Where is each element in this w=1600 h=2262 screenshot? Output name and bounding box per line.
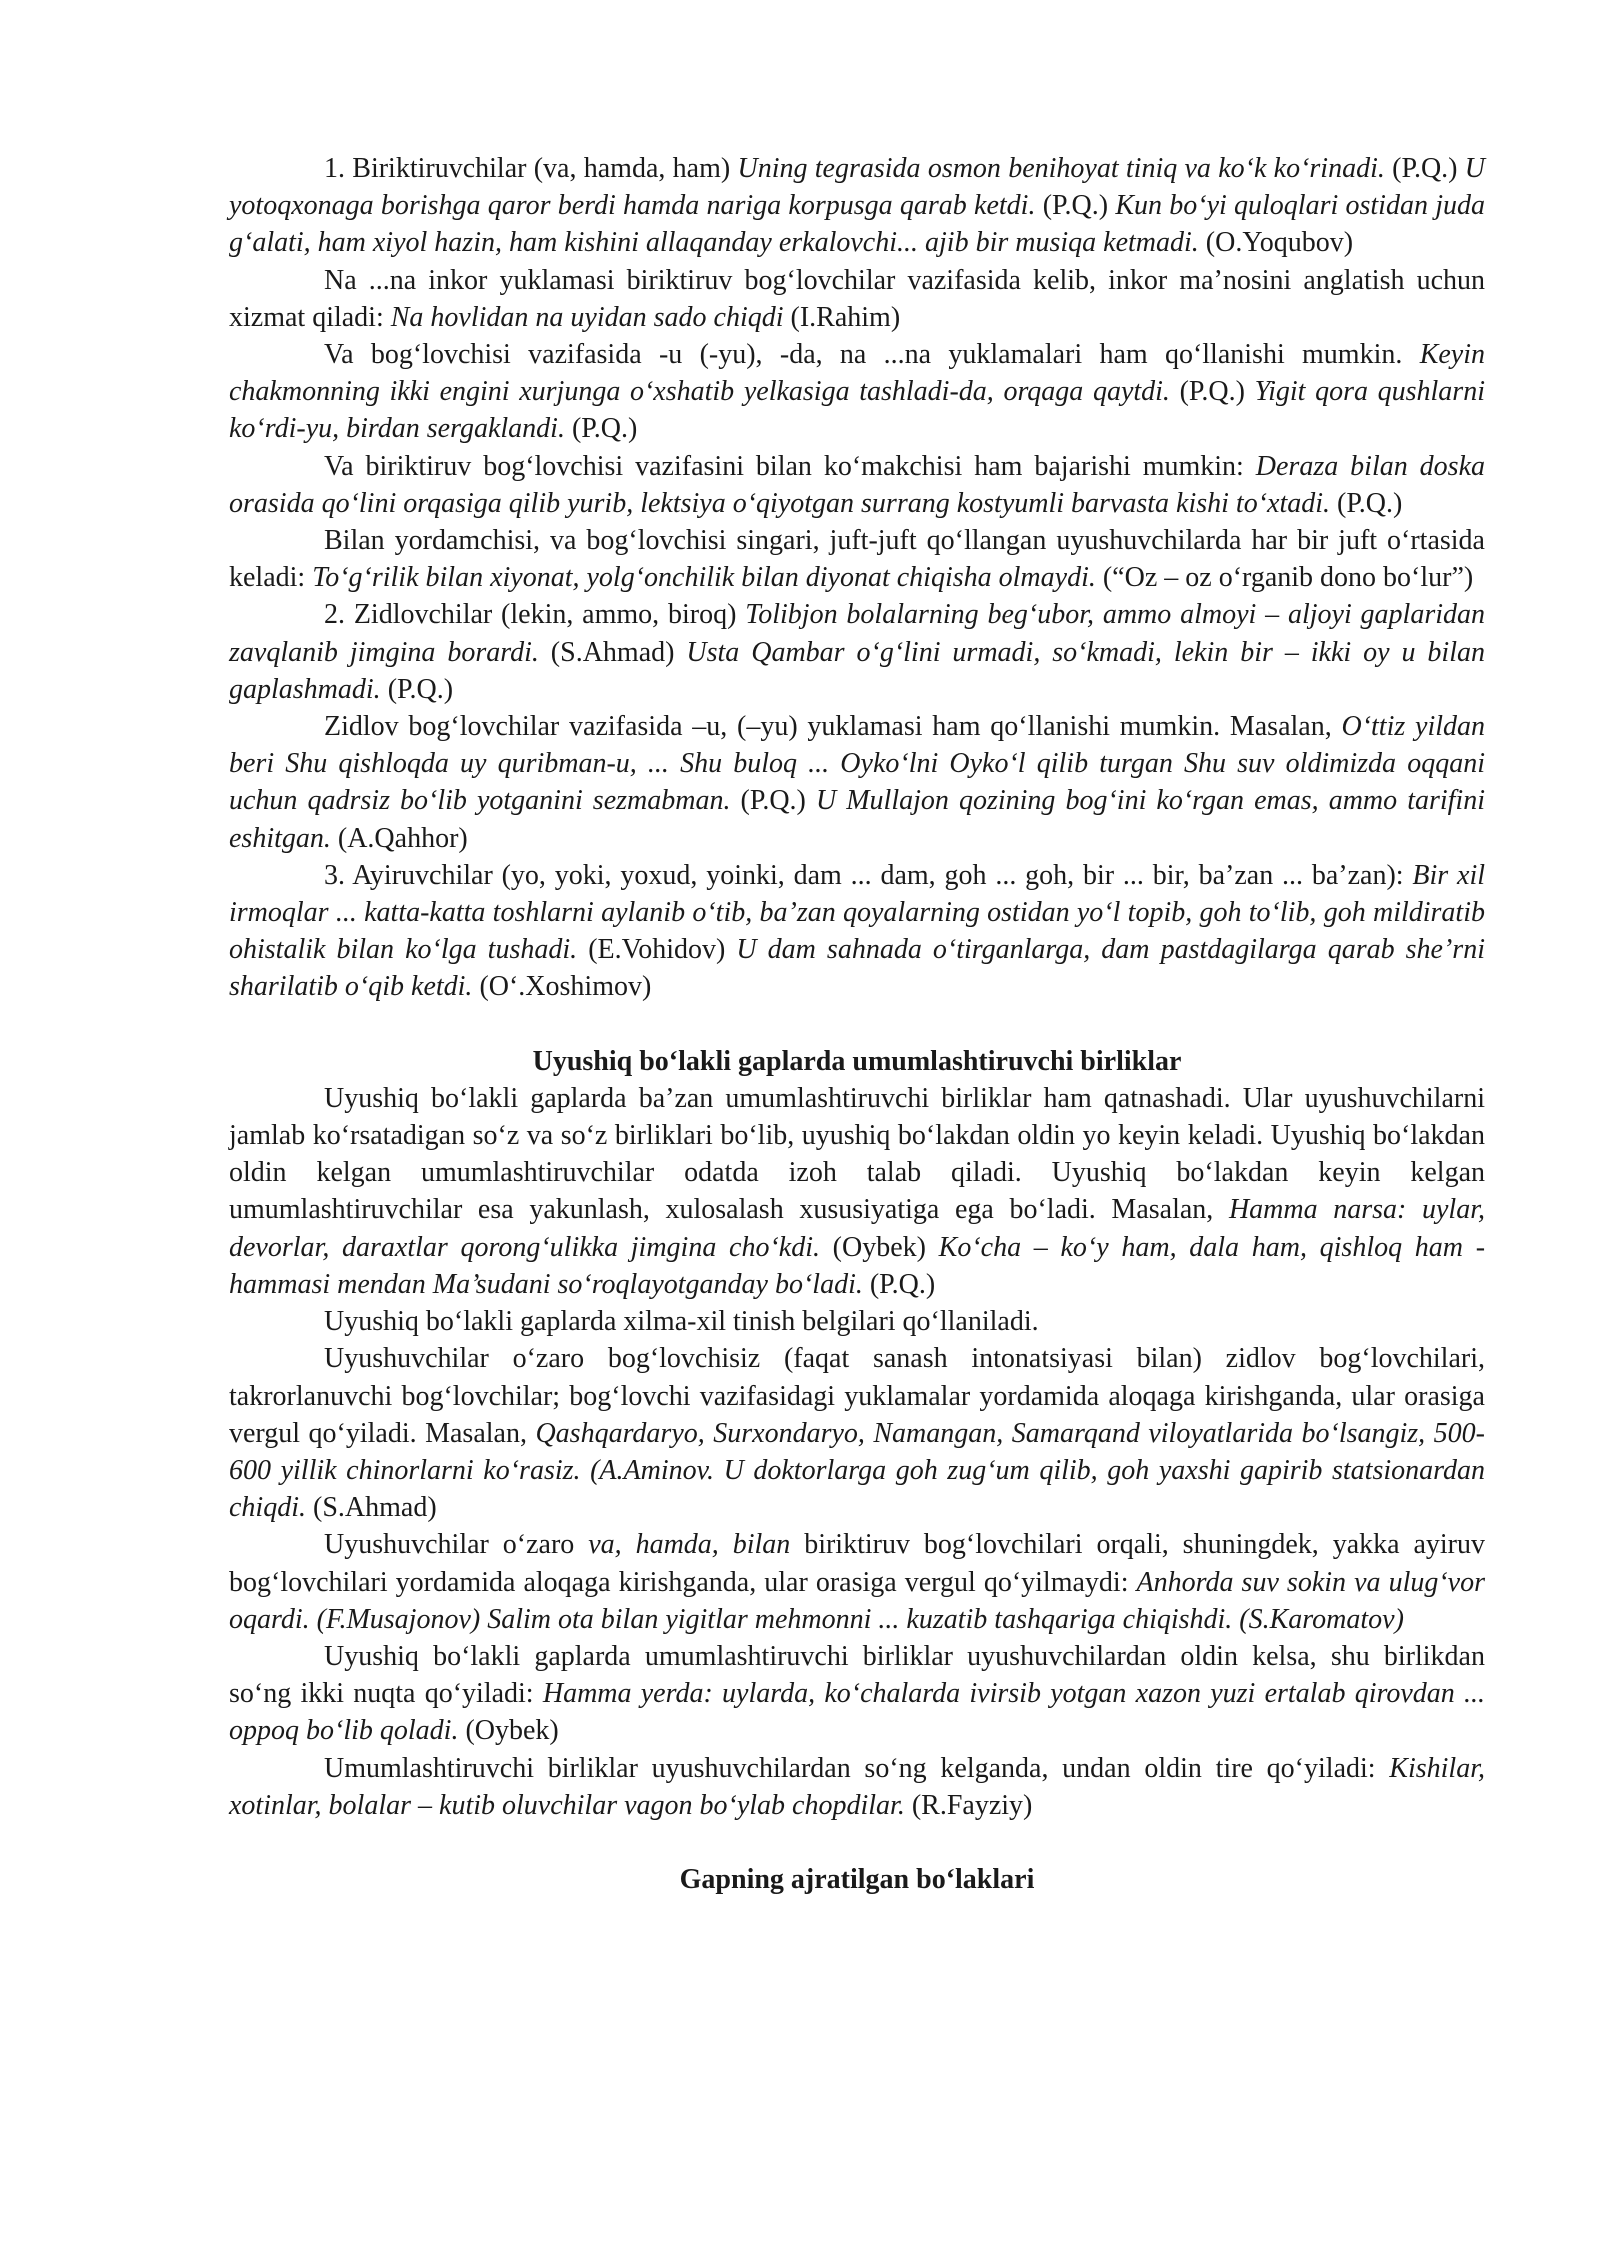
body-text: Uyushiq bo‘lakli gaplarda xilma-xil tinish belgilari qo‘llaniladi. (324, 1306, 1039, 1338)
example-text: Keyin chakmonning ikki engini xurjunga o‘xshatib yelkasiga tashladi-da, orqaga qaytdi. (229, 339, 1485, 408)
body-text: (A.Qahhor) (330, 822, 468, 854)
example-text: U yotoqxonaga borishga qaror berdi hamda nariga korpusga qarab ketdi. (229, 153, 1485, 222)
paragraph (229, 262, 1485, 336)
example-text: Ko‘cha – ko‘y ham, dala ham, qishloq ham - hammasi mendan Ma’sudani so‘roqlayotganday bo‘ladi. (229, 1231, 1486, 1300)
paragraph (229, 1750, 1485, 1824)
example-text: va, hamda, bilan (588, 1529, 791, 1561)
example-text: Usta Qambar o‘g‘lini urmadi, so‘kmadi, lekin bir – ikki oy u bilan gaplashmadi. (229, 636, 1485, 705)
body-text: (P.Q.) (1384, 153, 1465, 184)
body-text: (S.Ahmad) (538, 636, 687, 668)
paragraph (229, 708, 1485, 857)
example-text: Yigit qora qushlarni ko‘rdi-yu, birdan sergaklandi. (229, 376, 1485, 445)
example-text: O‘ttiz yildan beri Shu qishloqda uy quribman-u, ... Shu buloq ... Oyko‘lni Oyko‘l qilib turgan Shu suv oldimizda oqqani uchun qadrsiz bo‘lib yotganini sezmabman. (229, 711, 1486, 817)
body-text: (P.Q.) (1169, 376, 1255, 408)
body-text: 3. Ayiruvchilar (yo, yoki, yoxud, yoinki, dam ... dam, goh ... goh, bir ... bir, ba’zan ... ba’zan): (324, 859, 1413, 891)
body-text: (S.Ahmad) (306, 1492, 437, 1524)
body-text: biriktiruv bog‘lovchilari orqali, shuningdek, yakka ayiruv bog‘lovchilari yordamida aloqaga kirishganda, ular orasiga vergul qo‘yilmaydi: (229, 1529, 1486, 1598)
body-text: (P.Q.) (380, 673, 454, 705)
example-text: Anhorda suv sokin va ulug‘vor oqardi. (F.Musajonov) Salim ota bilan yigitlar mehmonni ... kuzatib tashqariga chiqishdi. (S.Karomatov) (229, 1566, 1485, 1635)
section-generalizing-units (229, 1080, 1485, 1824)
paragraph (229, 336, 1485, 448)
paragraph (229, 522, 1485, 596)
document-page (229, 150, 1485, 1898)
example-text: U dam sahnada o‘tirganlarga, dam pastdagilarga qarab she’rni sharilatib o‘qib ketdi. (229, 934, 1485, 1003)
body-text: (I.Rahim) (783, 301, 901, 333)
body-text: 2. Zidlovchilar (lekin, ammo, biroq) (324, 599, 746, 631)
body-text: Uyushuvchilar o‘zaro (324, 1529, 589, 1561)
paragraph (229, 857, 1485, 1006)
paragraph (229, 150, 1485, 262)
body-text: Va bog‘lovchisi vazifasida -u (-yu), -da, na ...na yuklamalari ham qo‘llanishi mumkin. (324, 339, 1420, 371)
paragraph (229, 1638, 1485, 1750)
paragraph (229, 1080, 1485, 1303)
body-text: (P.Q.) (564, 413, 638, 445)
body-text: Bilan yordamchisi, va bog‘lovchisi singari, juft-juft qo‘llangan uyushuvchilarda har bir juft o‘rtasida keladi: (229, 525, 1485, 594)
body-text: Zidlov bog‘lovchilar vazifasida –u, (–yu) yuklamasi ham qo‘llanishi mumkin. Masalan, (324, 711, 1342, 743)
example-text: Kun bo‘yi quloqlari ostidan juda g‘alati, ham xiyol hazin, ham kishini allaqanday erkalovchi... ajib bir musiqa ketmadi. (229, 190, 1485, 259)
example-text: Uning tegrasida osmon benihoyat tiniq va ko‘k ko‘rinadi. (737, 153, 1385, 184)
body-text: (P.Q.) (862, 1268, 936, 1300)
example-text: Hamma yerda: uylarda, ko‘chalarda ivirsib yotgan xazon yuzi ertalab qirovdan ... oppoq bo‘lib qoladi. (229, 1678, 1485, 1747)
body-text: (P.Q.) (1330, 487, 1403, 519)
example-text: Kishilar, xotinlar, bolalar – kutib oluvchilar vagon bo‘ylab chopdilar. (229, 1752, 1485, 1821)
body-text: (P.Q.) (1035, 190, 1116, 222)
paragraph (229, 1340, 1485, 1526)
paragraph (229, 1526, 1485, 1638)
body-text: (“Oz – oz o‘rganib dono bo‘lur”) (1095, 562, 1474, 594)
paragraph (229, 1303, 1485, 1340)
body-text: (O‘.Xoshimov) (472, 971, 652, 1003)
blank-line (229, 1824, 1485, 1861)
example-text: Na hovlidan na uyidan sado chiqdi (390, 301, 784, 333)
body-text: Na ...na inkor yuklamasi biriktiruv bog‘lovchilar vazifasida kelib, inkor ma’nosini anglatish uchun xizmat qiladi: (229, 264, 1485, 333)
example-text: Qashqardaryo, Surxondaryo, Namangan, Samarqand viloyatlarida bo‘lsangiz, 500-600 yillik chinorlarni ko‘rasiz. (A.Aminov. U doktorlarga goh zug‘um qilib, goh yaxshi gapirib statsionardan chiqdi. (229, 1417, 1485, 1524)
body-text: Va biriktiruv bog‘lovchisi vazifasini bilan ko‘makchisi ham bajarishi mumkin: (324, 450, 1256, 482)
body-text: (E.Vohidov) (577, 934, 737, 966)
body-text: Uyushuvchilar o‘zaro bog‘lovchisiz (faqat sanash intonatsiyasi bilan) zidlov bog‘lovchilari, takrorlanuvchi bog‘lovchilar; bog‘lovchi vazifasidagi yuklamalar yordamida aloqaga kirishganda, ular orasiga vergul qo‘yiladi. Masalan, (229, 1343, 1485, 1449)
example-text: U Mullajon qozining bog‘ini ko‘rgan emas, ammo tarifini eshitgan. (229, 785, 1485, 854)
body-text: Uyushiq bo‘lakli gaplarda ba’zan umumlashtiruvchi birliklar ham qatnashadi. Ular uyushuvchilarni jamlab ko‘rsatadigan so‘z va so‘z birliklari bo‘lib, uyushiq bo‘lakdan oldin yo keyin keladi. Uyushiq bo‘lakdan oldin kelgan umumlashtiruvchilar odatda izoh talab qiladi. Uyushiq bo‘lakdan keyin kelgan umumlashtiruvchilar esa yakunlash, xulosalash xususiyatiga ega bo‘ladi. Masalan, (229, 1082, 1485, 1226)
paragraph (229, 448, 1485, 522)
example-text: Hamma narsa: uylar, devorlar, daraxtlar qorong‘ulikka jimgina cho‘kdi. (229, 1194, 1486, 1263)
example-text: Bir xil irmoqlar ... katta-katta toshlarni aylanib o‘tib, ba’zan qoyalarning ostidan yo‘l topib, goh to‘lib, goh mildiratib ohistalik bilan ko‘lga tushadi. (229, 859, 1486, 966)
section-heading: Gapning ajratilgan bo‘laklari (679, 1863, 1035, 1895)
body-text: 1. Biriktiruvchilar (va, hamda, ham) (324, 153, 738, 184)
body-text: Uyushiq bo‘lakli gaplarda umumlashtiruvchi birliklar uyushuvchilardan oldin kelsa, shu birlikdan so‘ng ikki nuqta qo‘yiladi: (229, 1640, 1485, 1710)
example-text: To‘g‘rilik bilan xiyonat, yolg‘onchilik bilan diyonat chiqisha olmaydi. (312, 562, 1096, 594)
blank-line (229, 1006, 1485, 1043)
example-text: Tolibjon bolalarning beg‘ubor, ammo almoyi – aljoyi gaplaridan zavqlanib jimgina borardi. (229, 599, 1485, 668)
section-conjunctions (229, 150, 1485, 1006)
body-text: (Oybek) (458, 1715, 559, 1747)
body-text: (R.Fayziy) (904, 1789, 1033, 1821)
body-text: (P.Q.) (730, 785, 816, 817)
section-heading: Uyushiq bo‘lakli gaplarda umumlashtiruvchi birliklar (532, 1045, 1182, 1077)
paragraph (229, 596, 1485, 708)
body-text: (O.Yoqubov) (1198, 227, 1354, 259)
body-text: (Oybek) (819, 1231, 939, 1263)
example-text: Deraza bilan doska orasida qo‘lini orqasiga qilib yurib, lektsiya o‘qiyotgan surrang kostyumli barvasta kishi to‘xtadi. (229, 450, 1485, 519)
body-text: Umumlashtiruvchi birliklar uyushuvchilardan so‘ng kelganda, undan oldin tire qo‘yiladi: (324, 1752, 1390, 1784)
